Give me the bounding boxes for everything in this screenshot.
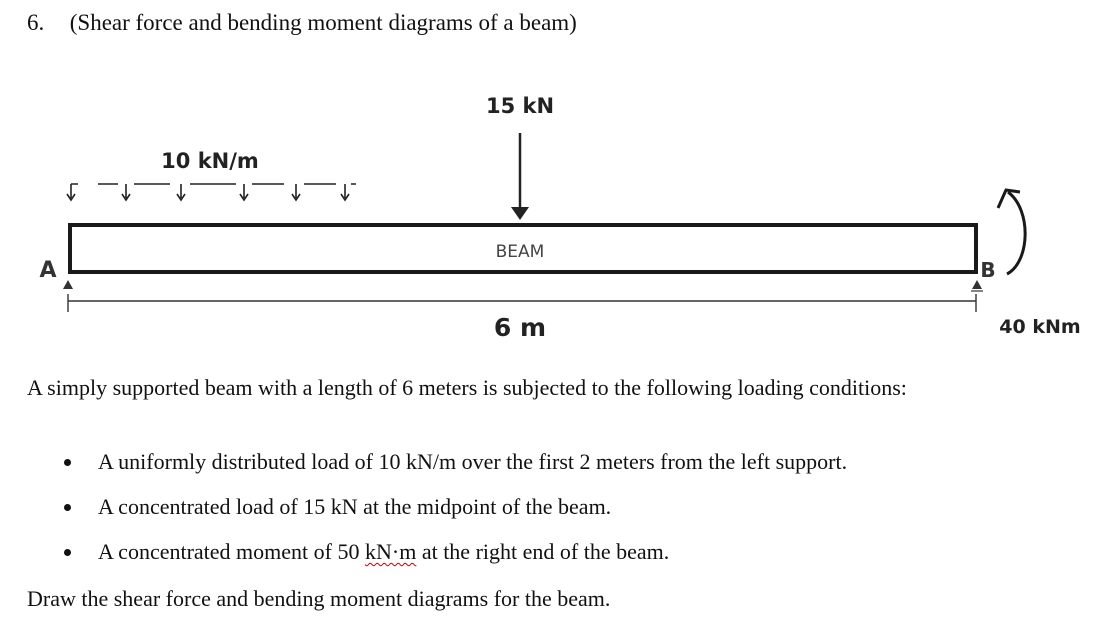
closing-instruction: Draw the shear force and bending moment diagrams for the beam. xyxy=(27,586,611,611)
udl-arrow xyxy=(341,184,349,200)
udl-arrow xyxy=(292,184,300,200)
beam-label: BEAM xyxy=(495,242,545,262)
question-number: 6. xyxy=(27,10,45,35)
udl-arrows xyxy=(67,184,356,200)
udl-arrow xyxy=(240,184,248,200)
list-item: A uniformly distributed load of 10 kN/m over the first 2 meters from the left support. xyxy=(64,446,847,491)
loading-conditions-list xyxy=(64,446,847,581)
udl-label: 10 kN/m xyxy=(161,149,259,173)
bullet-icon xyxy=(64,504,71,511)
spellcheck-underlined-unit: kN·m xyxy=(364,539,417,564)
list-item: A concentrated load of 15 kN at the midpoint of the beam. xyxy=(64,491,847,536)
list-item: A concentrated moment of 50 kN·m at the right end of the beam. xyxy=(64,536,847,581)
point-load-label: 15 kN xyxy=(485,94,555,118)
udl-arrow xyxy=(122,184,130,200)
question-title: (Shear force and bending moment diagrams of a beam) xyxy=(69,10,577,35)
support-b-label: B xyxy=(980,258,996,282)
point-load-arrow xyxy=(511,133,529,220)
bullet-icon xyxy=(64,459,71,466)
moment-arrow-icon xyxy=(998,190,1025,274)
dimension-line xyxy=(68,294,976,312)
udl-arrow xyxy=(67,184,75,200)
problem-paragraph: A simply supported beam with a length of 6 meters is subjected to the following loading conditions: xyxy=(27,375,907,400)
support-a-icon xyxy=(63,280,73,289)
udl-arrow xyxy=(177,184,185,200)
bullet-icon xyxy=(64,549,71,556)
support-a-label: A xyxy=(39,258,57,283)
length-label: 6 m xyxy=(493,313,547,342)
moment-label: 40 kNm xyxy=(999,316,1081,338)
